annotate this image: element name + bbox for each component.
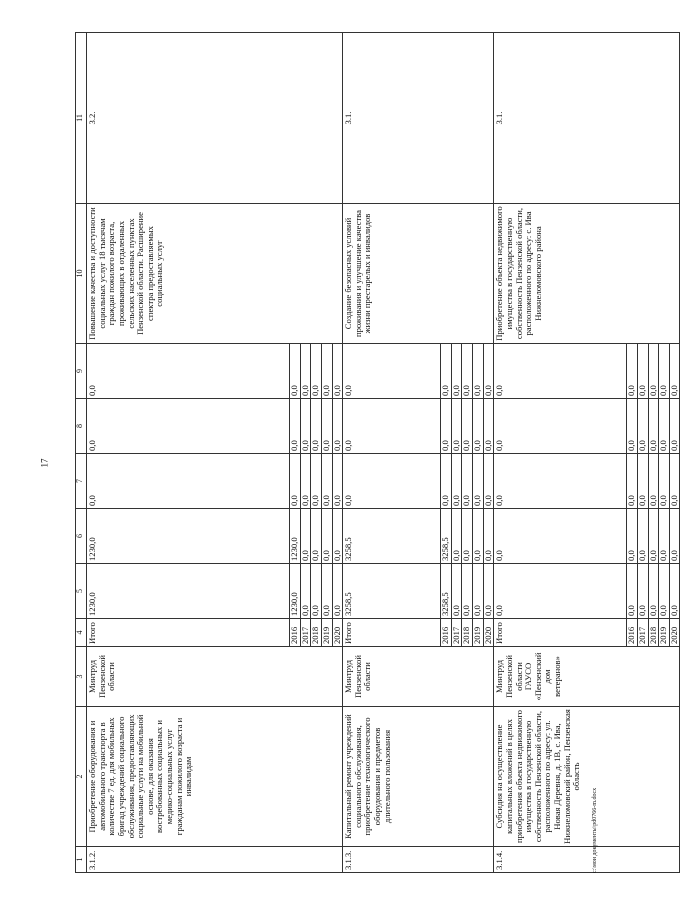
table-row (494, 33, 627, 873)
value-cell: 0,0 (648, 564, 659, 619)
year-cell: 2017 (451, 619, 462, 647)
value-cell: 0,0 (637, 344, 648, 399)
year-cell: 2018 (462, 619, 473, 647)
header-cell: 4 (76, 619, 87, 647)
value-cell: 0,0 (311, 399, 322, 454)
value-cell: 0,0 (494, 399, 627, 454)
value-cell: 1230,0 (87, 509, 290, 564)
value-cell: 0,0 (343, 344, 441, 399)
row-id: 3.1.2. (87, 847, 343, 873)
year-cell: 2016 (627, 619, 638, 647)
value-cell: 0,0 (483, 399, 494, 454)
year-cell: 2016 (441, 619, 452, 647)
value-cell: 0,0 (441, 344, 452, 399)
value-cell: 0,0 (332, 509, 343, 564)
value-cell: 0,0 (290, 344, 301, 399)
value-cell: 0,0 (462, 399, 473, 454)
value-cell: 1230,0 (290, 564, 301, 619)
year-cell: 2016 (290, 619, 301, 647)
measure-description: Приобретение оборудования и автомобильного транспорта в количестве 7 ед. для мобильных бригад учреждений социального обслуживания, предоставляющих социальные услуги на мобильной основе, для оказания востребованных социальных и медико-социальных услуг гражданам пожилого возраста и инвалидам (87, 707, 343, 847)
value-cell: 0,0 (300, 399, 311, 454)
header-cell: 1 (76, 847, 87, 873)
expected-result: Создание безопасных условий проживания и улучшение качества жизни престарелых и инвалидов (343, 204, 494, 344)
row-id: 3.1.3. (343, 847, 494, 873)
value-cell: 3258,5 (441, 564, 452, 619)
value-cell: 0,0 (451, 399, 462, 454)
value-cell: 3258,5 (343, 564, 441, 619)
year-cell: 2020 (483, 619, 494, 647)
value-cell: 0,0 (669, 399, 680, 454)
table-body (76, 33, 680, 873)
page-number: 17 (39, 458, 50, 468)
value-cell: 0,0 (659, 399, 670, 454)
year-cell: 2019 (473, 619, 484, 647)
header-cell: 8 (76, 399, 87, 454)
value-cell: 0,0 (332, 344, 343, 399)
executor: Минтруд Пензенской области ГАУСО «Пензенский дом ветеранов» (494, 647, 680, 707)
value-cell: 0,0 (311, 509, 322, 564)
value-cell: 0,0 (648, 454, 659, 509)
year-cell: 2019 (321, 619, 332, 647)
value-cell: 0,0 (462, 564, 473, 619)
value-cell: 0,0 (462, 509, 473, 564)
program-table (75, 32, 680, 873)
value-cell: 0,0 (311, 564, 322, 619)
indicator-link: 3.2. (87, 33, 343, 204)
value-cell: 0,0 (473, 564, 484, 619)
value-cell: 0,0 (343, 454, 441, 509)
value-cell: 1230,0 (290, 509, 301, 564)
value-cell: 0,0 (311, 344, 322, 399)
value-cell: 0,0 (290, 399, 301, 454)
value-cell: 0,0 (648, 344, 659, 399)
value-cell: 0,0 (87, 454, 290, 509)
value-cell: 0,0 (87, 344, 290, 399)
value-cell: 0,0 (473, 399, 484, 454)
year-cell: 2018 (648, 619, 659, 647)
value-cell: 0,0 (669, 564, 680, 619)
header-cell: 2 (76, 707, 87, 847)
header-cell: 5 (76, 564, 87, 619)
indicator-link: 3.1. (343, 33, 494, 204)
year-cell: Итого (494, 619, 627, 647)
header-cell: 3 (76, 647, 87, 707)
expected-result: Повышение качества и доступности социальных услуг 18 тысячам граждан пожилого возраста, проживающих в отдаленных сельских населенных пунктах Пензенской области. Расширение спектра предоставляемых социальных услуг (87, 204, 343, 344)
value-cell: 0,0 (494, 454, 627, 509)
value-cell: 0,0 (637, 399, 648, 454)
value-cell: 0,0 (494, 564, 627, 619)
value-cell: 0,0 (669, 344, 680, 399)
header-cell: 9 (76, 344, 87, 399)
value-cell: 0,0 (659, 454, 670, 509)
value-cell: 0,0 (483, 564, 494, 619)
year-cell: 2019 (659, 619, 670, 647)
value-cell: 0,0 (627, 454, 638, 509)
value-cell: 0,0 (648, 509, 659, 564)
value-cell: 0,0 (637, 509, 648, 564)
value-cell: 0,0 (300, 509, 311, 564)
value-cell: 0,0 (321, 344, 332, 399)
table-row (343, 33, 441, 873)
value-cell: 0,0 (473, 344, 484, 399)
value-cell: 0,0 (627, 399, 638, 454)
year-cell: 2020 (332, 619, 343, 647)
value-cell: 0,0 (451, 564, 462, 619)
value-cell: 0,0 (659, 564, 670, 619)
value-cell: 0,0 (462, 454, 473, 509)
value-cell: 0,0 (669, 454, 680, 509)
year-cell: Итого (87, 619, 290, 647)
year-cell: 2018 (311, 619, 322, 647)
value-cell: 0,0 (311, 454, 322, 509)
value-cell: 0,0 (483, 344, 494, 399)
value-cell: 3258,5 (441, 509, 452, 564)
value-cell: 0,0 (321, 564, 332, 619)
value-cell: 0,0 (659, 344, 670, 399)
value-cell: 0,0 (300, 454, 311, 509)
value-cell: 0,0 (451, 509, 462, 564)
value-cell: 0,0 (441, 399, 452, 454)
header-cell: 6 (76, 509, 87, 564)
measure-description: Капитальный ремонт учреждений социального обслуживания, приобретение технологического оборудования и предметов длительного пользования (343, 707, 494, 847)
value-cell: 0,0 (494, 344, 627, 399)
value-cell: 0,0 (483, 454, 494, 509)
value-cell: 0,0 (451, 454, 462, 509)
value-cell: 0,0 (321, 399, 332, 454)
header-cell: 10 (76, 204, 87, 344)
value-cell: 0,0 (483, 509, 494, 564)
header-cell: 11 (76, 33, 87, 204)
value-cell: 0,0 (494, 509, 627, 564)
value-cell: 0,0 (332, 399, 343, 454)
indicator-link: 3.1. (494, 33, 680, 204)
year-cell: 2020 (669, 619, 680, 647)
value-cell: 0,0 (627, 564, 638, 619)
value-cell: 0,0 (321, 509, 332, 564)
value-cell: 0,0 (300, 344, 311, 399)
row-id: 3.1.4. (494, 847, 680, 873)
measure-description: Субсидия на осуществление капитальных вложений в целях приобретения объекта недвижимого имущества в государственную собственность Пензенской области, расположенного по адресу: ул. Новая Деревня, д. 1В, с. Ива, Нижнеломовский район, Пензенская область (494, 707, 680, 847)
value-cell: 0,0 (659, 509, 670, 564)
table-row (87, 33, 290, 873)
value-cell: 1230,0 (87, 564, 290, 619)
value-cell: 3258,5 (343, 509, 441, 564)
value-cell: 0,0 (87, 399, 290, 454)
value-cell: 0,0 (332, 454, 343, 509)
value-cell: 0,0 (473, 454, 484, 509)
value-cell: 0,0 (300, 564, 311, 619)
expected-result: Приобретение объекта недвижимого имущества в государственную собственность Пензенской области, расположенного по адресу: с. Ива Нижнеломовского района (494, 204, 680, 344)
value-cell: 0,0 (321, 454, 332, 509)
value-cell: 0,0 (669, 509, 680, 564)
executor: Минтруд Пензенской области (87, 647, 343, 707)
value-cell: 0,0 (648, 399, 659, 454)
header-cell: 7 (76, 454, 87, 509)
value-cell: 0,0 (627, 509, 638, 564)
value-cell: 0,0 (451, 344, 462, 399)
year-cell: 2017 (637, 619, 648, 647)
value-cell: 0,0 (343, 399, 441, 454)
year-cell: 2017 (300, 619, 311, 647)
value-cell: 0,0 (627, 344, 638, 399)
value-cell: 0,0 (290, 454, 301, 509)
executor: Минтруд Пензенской области (343, 647, 494, 707)
value-cell: 0,0 (462, 344, 473, 399)
year-cell: Итого (343, 619, 441, 647)
value-cell: 0,0 (637, 454, 648, 509)
footer-path: с:\мои документы\pd0766-m.docx (592, 787, 598, 873)
value-cell: 0,0 (637, 564, 648, 619)
value-cell: 0,0 (441, 454, 452, 509)
value-cell: 0,0 (332, 564, 343, 619)
header-row (76, 33, 87, 873)
value-cell: 0,0 (473, 509, 484, 564)
